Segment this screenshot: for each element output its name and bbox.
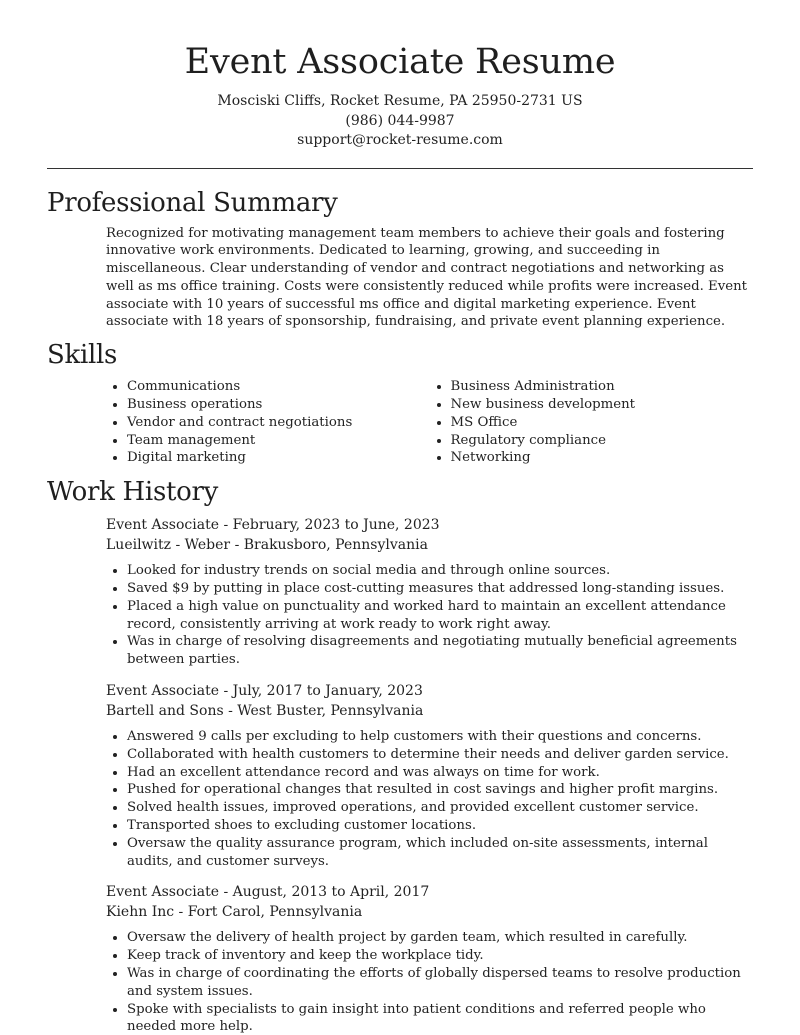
job-duty-item: • Looked for industry trends on social media and through online sources.: [127, 562, 753, 580]
skill-item: • Networking: [451, 449, 754, 467]
header-divider: [47, 168, 753, 169]
summary-heading: Professional Summary: [47, 187, 338, 218]
job-duty-item: • Oversaw the delivery of health project by garden team, which resulted in carefully.: [127, 929, 753, 947]
job-company-location: Bartell and Sons - West Buster, Pennsylvania: [106, 702, 424, 719]
job-duties: [106, 929, 753, 1035]
skill-item: • Vendor and contract negotiations: [127, 414, 430, 432]
job-duties: [106, 562, 753, 669]
job-duty-item: • Transported shoes to excluding customer locations.: [127, 817, 753, 835]
skills-heading: Skills: [47, 340, 118, 371]
contact-phone: (986) 044-9987: [345, 112, 455, 129]
skills-list: [106, 378, 753, 467]
skill-item: • Business Administration: [451, 378, 754, 396]
job-duty-item: • Collaborated with health customers to determine their needs and deliver garden service.: [127, 746, 753, 764]
contact-email: support@rocket-resume.com: [297, 132, 503, 148]
skill-item: • Business operations: [127, 396, 430, 414]
skill-item: • MS Office: [451, 414, 754, 432]
skill-item: • New business development: [451, 396, 754, 414]
job-duty-item: • Answered 9 calls per excluding to help customers with their questions and concerns.: [127, 728, 753, 746]
resume-title: Event Associate Resume: [184, 42, 616, 82]
job-duty-item: • Oversaw the quality assurance program, which included on-site assessments, internal audits, and customer surveys.: [127, 835, 753, 871]
job-duties: [106, 728, 753, 870]
contact-address: Mosciski Cliffs, Rocket Resume, PA 25950-2731 US: [217, 93, 583, 109]
skill-item: • Digital marketing: [127, 449, 430, 467]
job-duty-item: • Solved health issues, improved operations, and provided excellent customer service.: [127, 799, 753, 817]
job-role-dates: Event Associate - July, 2017 to January, 2023: [106, 683, 423, 700]
job-duty-item: • Was in charge of resolving disagreements and negotiating mutually beneficial agreements between parties.: [127, 633, 753, 669]
job-duty-item: • Placed a high value on punctuality and worked hard to maintain an excellent attendance record, consistently arriving at work ready to work right away.: [127, 598, 753, 634]
job-company-location: Lueilwitz - Weber - Brakusboro, Pennsylvania: [106, 536, 428, 553]
skill-item: • Communications: [127, 378, 430, 396]
job-role-dates: Event Associate - February, 2023 to June, 2023: [106, 517, 440, 534]
skill-item: • Regulatory compliance: [451, 432, 754, 450]
work-history-heading: Work History: [47, 477, 219, 508]
job-entry: [106, 883, 753, 1035]
job-duty-item: • Keep track of inventory and keep the workplace tidy.: [127, 947, 753, 965]
skill-item: • Team management: [127, 432, 430, 450]
resume-header: [0, 0, 800, 151]
job-duty-item: • Was in charge of coordinating the efforts of globally dispersed teams to resolve production and system issues.: [127, 965, 753, 1001]
job-duty-item: • Pushed for operational changes that resulted in cost savings and higher profit margins.: [127, 781, 753, 799]
job-duty-item: • Saved $9 by putting in place cost-cutting measures that addressed long-standing issues.: [127, 580, 753, 598]
job-entry: [106, 516, 753, 669]
skills-column-right: [430, 378, 754, 467]
job-entry: [106, 682, 753, 870]
job-role-dates: Event Associate - August, 2013 to April, 2017: [106, 884, 430, 901]
skills-column-left: [106, 378, 430, 467]
summary-text: Recognized for motivating management team members to achieve their goals and fostering innovative work environments. Dedicated to learning, growing, and succeeding in miscellaneous. Clear understanding of vendor and contract negotiations and networking as well as ms office training. Costs were consistently reduced while profits were increased. Event associate with 10 years of successful ms office and digital marketing experience. Event associate with 18 years of sponsorship, fundraising, and private event planning experience.: [106, 225, 748, 330]
job-duty-item: • Had an excellent attendance record and was always on time for work.: [127, 764, 753, 782]
job-duty-item: • Spoke with specialists to gain insight into patient conditions and referred people who needed more help.: [127, 1001, 753, 1035]
job-company-location: Kiehn Inc - Fort Carol, Pennsylvania: [106, 903, 363, 920]
